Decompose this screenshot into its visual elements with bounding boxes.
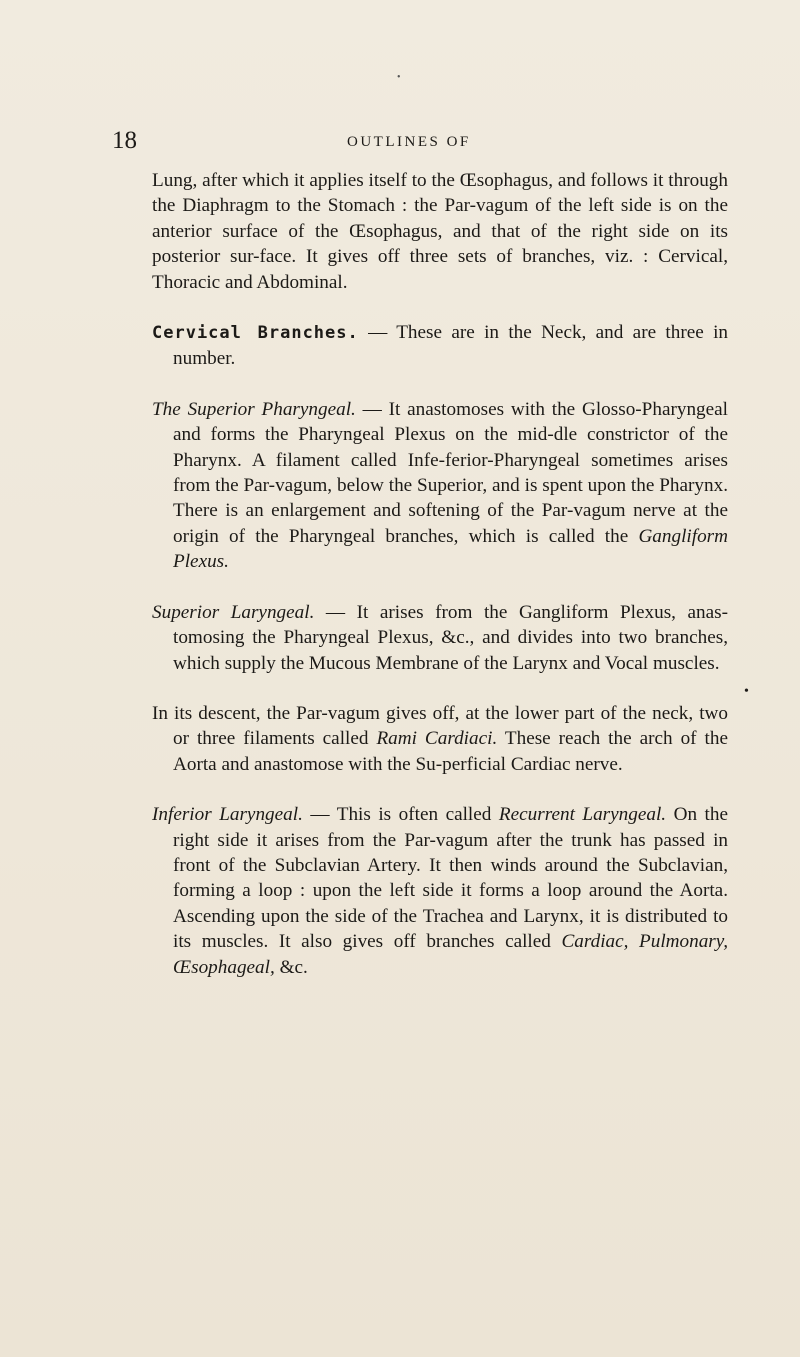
paragraph-text: Lung, after which it applies itself to the Œsophagus, and follows it through the Diaphragm to the Stomach : the Par-vagum of the left side is on the anterior surface of the Œsophagus, and that of the right side on its posterior sur-face. It gives off three sets of branches, viz. : Cervical, Thoracic and Abdominal. <box>152 170 728 293</box>
paragraph-text: — This is often called <box>302 804 499 826</box>
section-heading-superior-pharyngeal: The Superior Pharyngeal. <box>152 398 356 420</box>
paragraph-text: &c. <box>274 956 308 978</box>
running-title: OUTLINES OF <box>347 134 471 150</box>
section-heading-inferior-laryngeal: Inferior Laryngeal. <box>152 804 303 826</box>
paragraph-text: — These are in the Neck, and are three in number. <box>173 322 728 370</box>
body-text <box>152 168 728 1005</box>
paragraph-lung-continuation <box>152 168 728 295</box>
margin-dot: • <box>744 684 749 699</box>
italic-term-gangliform-plexus: Gangliform Plexus. <box>173 525 728 573</box>
paragraph-text: — It arises from the Gangliform Plexus, anas-tomosing the Pharyngeal Plexus, &c., and divides into two branches, which supply the Mucous Membrane of the Larynx and Vocal muscles. <box>173 601 728 674</box>
italic-term-branch-list: Cardiac, Pulmonary, Œsophageal, <box>173 931 729 978</box>
paragraph-text: In its descent, the Par-vagum gives off, at the lower part of the neck, two or three filaments called <box>152 702 728 750</box>
paragraph-superior-laryngeal <box>152 600 728 676</box>
paragraph-text: These reach the arch of the Aorta and anastomose with the Su-perficial Cardiac nerve. <box>173 728 728 775</box>
paragraph-inferior-laryngeal <box>152 802 728 980</box>
section-heading-superior-laryngeal: Superior Laryngeal. <box>152 601 315 623</box>
paragraph-superior-pharyngeal <box>152 397 728 575</box>
italic-term-rami-cardiaci: Rami Cardiaci. <box>376 728 498 750</box>
section-heading-cervical-branches: Cervical Branches. <box>152 323 359 344</box>
paragraph-text: On the right side it arises from the Par-vagum after the trunk has passed in front of the Subclavian Artery. It then winds around the Subclavian, forming a loop : upon the left side it forms a loop around the Aorta. Ascending upon the side of the Trachea and Larynx, it is distributed to its muscles. It also gives off branches called <box>173 804 728 953</box>
page-header <box>112 126 732 156</box>
paragraph-descent <box>152 701 728 777</box>
paragraph-cervical-branches <box>152 320 728 372</box>
italic-term-recurrent-laryngeal: Recurrent Laryngeal. <box>498 804 667 826</box>
page-number: 18 <box>112 127 137 154</box>
print-speck: • <box>397 72 401 83</box>
paragraph-text: — It anastomoses with the Glosso-Pharyngeal and forms the Pharyngeal Plexus on the mid-dle constrictor of the Pharynx. A filament called Infe-ferior-Pharyngeal sometimes arises from the Par-vagum, below the Superior, and is spent upon the Pharynx. There is an enlargement and softening of the Par-vagum nerve at the origin of the Pharyngeal branches, which is called the <box>173 398 728 547</box>
